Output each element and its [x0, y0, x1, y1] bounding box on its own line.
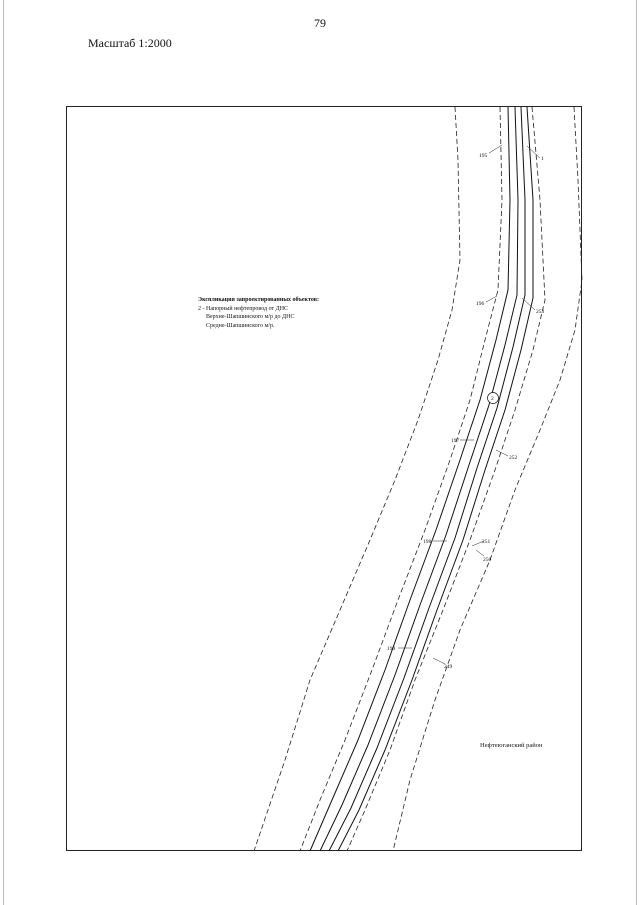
- pipeline-line-1: [310, 107, 510, 851]
- leader-lines: [398, 145, 540, 664]
- point-label-251: 251: [482, 539, 491, 545]
- inner-right-dashed: [347, 107, 545, 851]
- object-marker-number: 2: [491, 396, 494, 402]
- legend-line-3: Средне-Шапшинского м/р.: [206, 322, 275, 329]
- map-scale: Масштаб 1:2000: [88, 36, 172, 50]
- pipeline-line-2: [320, 107, 518, 851]
- boundary-right-dashed: [393, 107, 582, 851]
- point-label-198: 198: [423, 539, 432, 545]
- point-label-196: 196: [476, 301, 485, 307]
- boundary-left-dashed: [254, 107, 460, 851]
- district-label: Нефтеюганский район: [480, 742, 543, 749]
- pipeline-line-4: [338, 107, 533, 851]
- point-label-1: 1: [541, 156, 544, 162]
- legend-line-1: 2 - Напорный нефтепровод от ДНС: [198, 305, 289, 312]
- legend-item-2: [198, 305, 319, 331]
- legend-title: Экспликация запроектированных объектов:: [198, 297, 319, 303]
- point-label-197: 197: [451, 438, 460, 444]
- point-label-250: 250: [483, 557, 492, 563]
- point-label-195: 195: [479, 153, 488, 159]
- legend-line-2: Верхне-Шапшинского м/р до ДНС: [206, 314, 295, 320]
- point-label-249: 249: [444, 664, 453, 670]
- legend: [198, 296, 319, 330]
- inner-left-dashed: [300, 107, 502, 851]
- point-label-253: 253: [536, 309, 545, 315]
- page-number: 79: [314, 16, 326, 30]
- point-label-252: 252: [509, 455, 518, 461]
- point-label-199: 199: [387, 646, 396, 652]
